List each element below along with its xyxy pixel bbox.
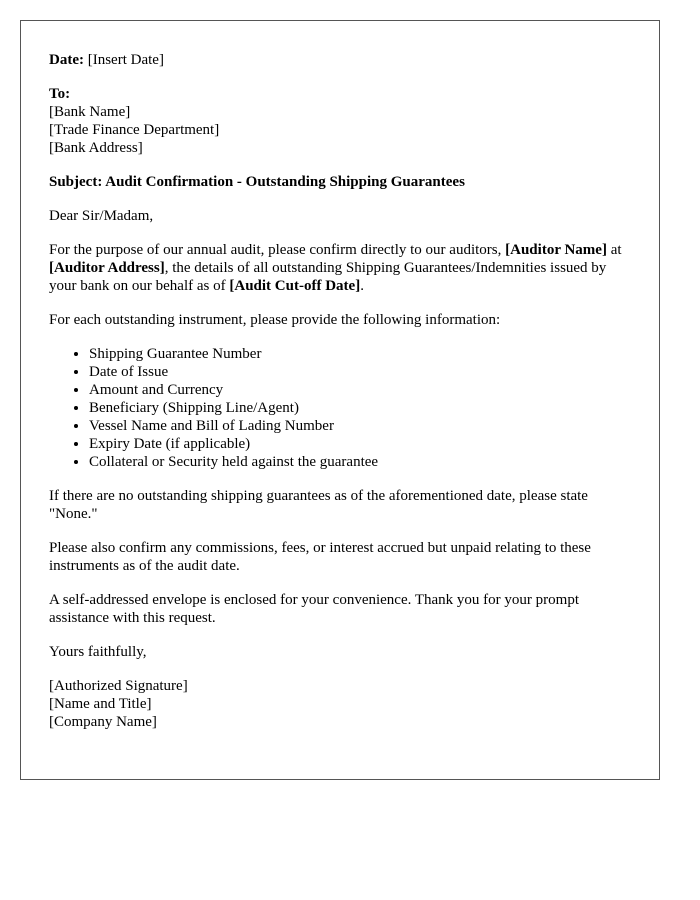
paragraph-audit-request-part1: For the purpose of our annual audit, please confirm directly to our auditors, bbox=[49, 242, 506, 258]
recipient-label: To: bbox=[49, 86, 71, 102]
list-item: • Vessel Name and Bill of Lading Number bbox=[89, 417, 631, 435]
paragraph-audit-request-part4: . bbox=[360, 278, 364, 294]
date-label: Date: bbox=[49, 52, 84, 68]
paragraph-no-outstanding: If there are no outstanding shipping guarantees as of the aforementioned date, please state "None." bbox=[49, 488, 588, 522]
signature-name-title: [Name and Title] bbox=[49, 696, 152, 712]
recipient-block bbox=[49, 85, 631, 157]
date-line bbox=[49, 51, 631, 69]
recipient-address: [Bank Address] bbox=[49, 140, 143, 156]
paragraph-audit-request bbox=[49, 241, 631, 295]
info-list bbox=[49, 345, 631, 471]
letter-page bbox=[20, 20, 660, 780]
recipient-bank-name: [Bank Name] bbox=[49, 104, 131, 120]
list-item: • Shipping Guarantee Number bbox=[89, 345, 631, 363]
closing: Yours faithfully, bbox=[49, 644, 147, 660]
auditor-address-placeholder: [Auditor Address] bbox=[49, 260, 165, 276]
paragraph-info-intro: For each outstanding instrument, please provide the following information: bbox=[49, 312, 501, 328]
list-item: • Collateral or Security held against the guarantee bbox=[89, 453, 631, 471]
auditor-name-placeholder: [Auditor Name] bbox=[505, 242, 607, 258]
list-item: • Date of Issue bbox=[89, 363, 631, 381]
date-value: [Insert Date] bbox=[87, 52, 164, 68]
subject-line: Subject: Audit Confirmation - Outstanding Shipping Guarantees bbox=[49, 174, 465, 190]
cutoff-date-placeholder: [Audit Cut-off Date] bbox=[229, 278, 361, 294]
paragraph-envelope: A self-addressed envelope is enclosed for your convenience. Thank you for your prompt assistance with this request. bbox=[49, 592, 579, 626]
signature-block bbox=[49, 677, 631, 731]
salutation: Dear Sir/Madam, bbox=[49, 208, 154, 224]
list-item: • Beneficiary (Shipping Line/Agent) bbox=[89, 399, 631, 417]
signature-line: [Authorized Signature] bbox=[49, 678, 188, 694]
list-item: • Amount and Currency bbox=[89, 381, 631, 399]
list-item: • Expiry Date (if applicable) bbox=[89, 435, 631, 453]
paragraph-commissions: Please also confirm any commissions, fees, or interest accrued but unpaid relating to these instruments as of the audit date. bbox=[49, 540, 591, 574]
paragraph-audit-request-part3: , the details of all outstanding Shipping Guarantees/Indemnities issued by your bank on our behalf as of bbox=[49, 260, 607, 294]
paragraph-audit-request-part2: at bbox=[606, 242, 622, 258]
signature-company: [Company Name] bbox=[49, 714, 157, 730]
recipient-department: [Trade Finance Department] bbox=[49, 122, 220, 138]
